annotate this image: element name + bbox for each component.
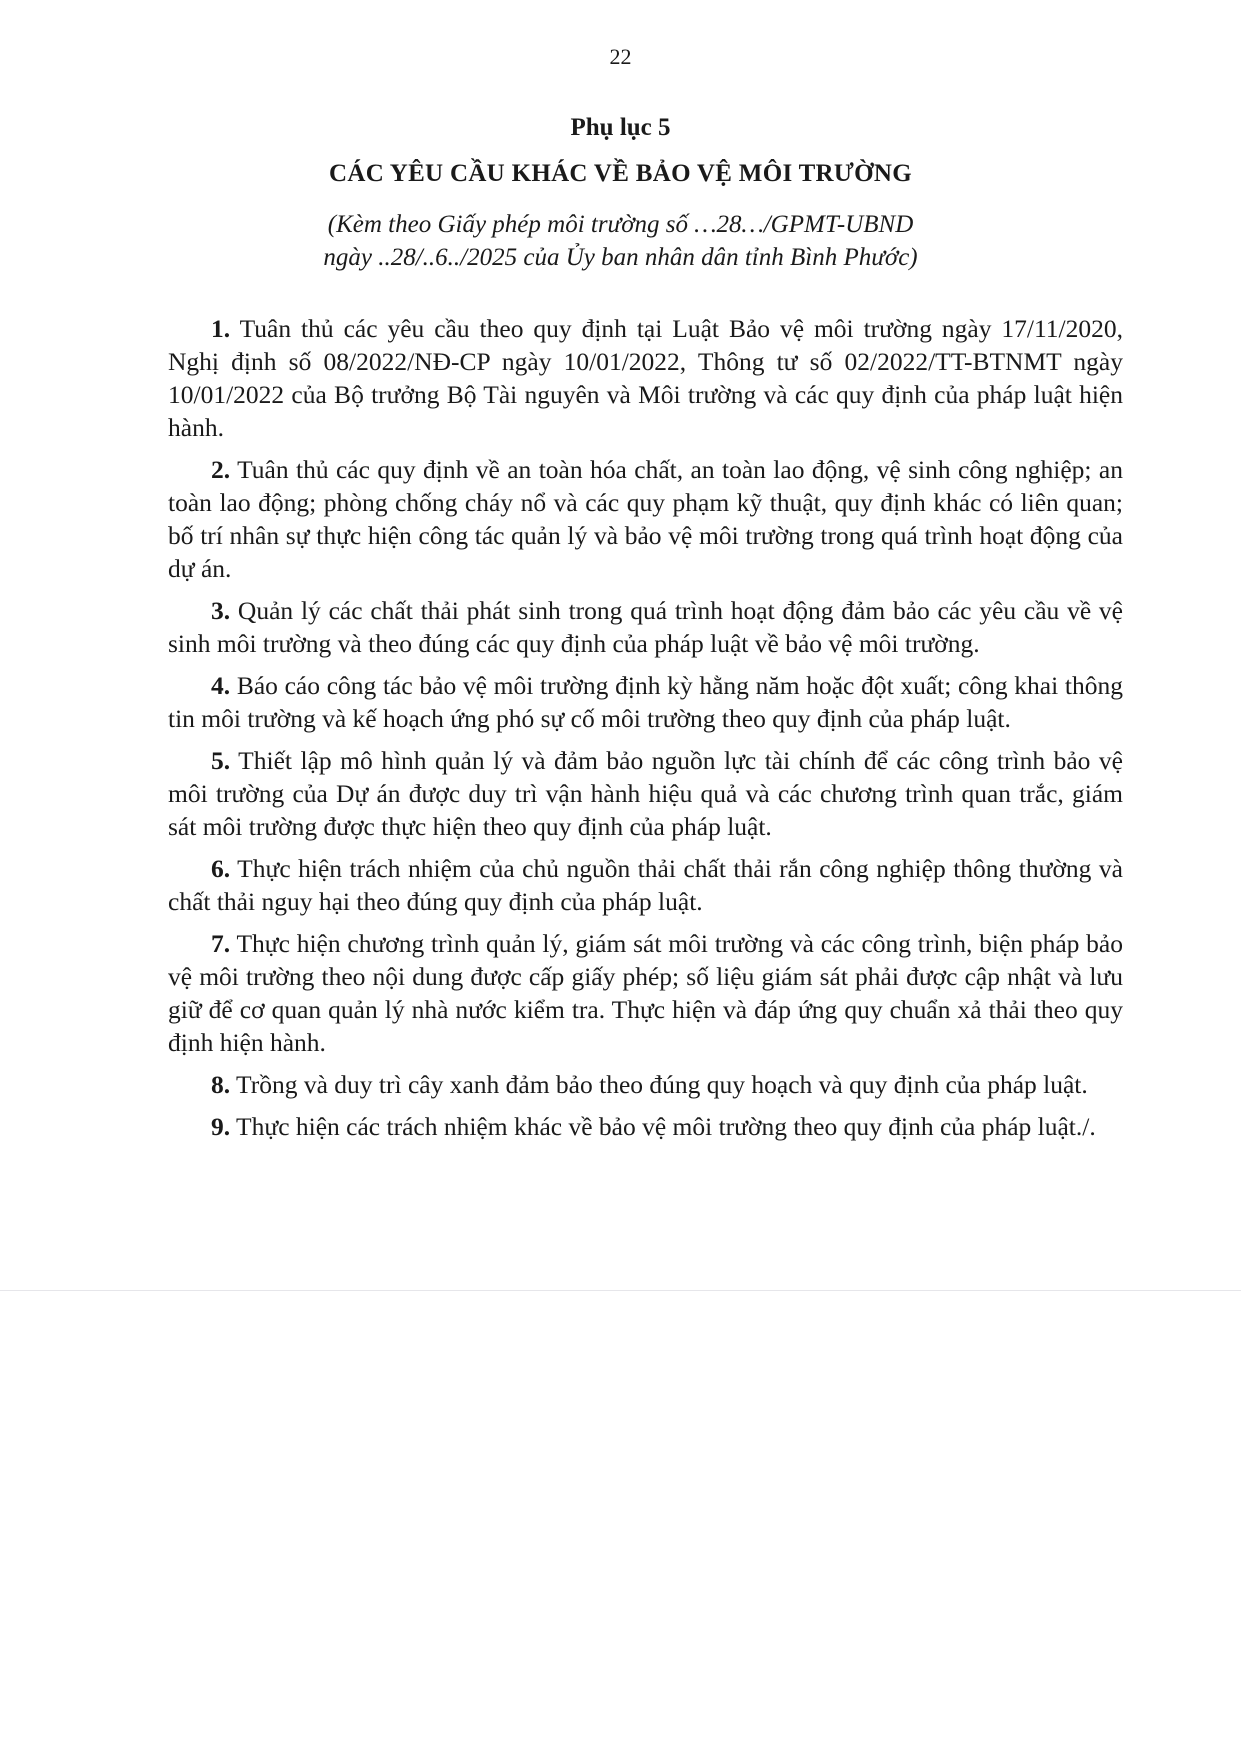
requirement-item-3: [168, 594, 1123, 660]
item-text: Tuân thủ các yêu cầu theo quy định tại Luật Bảo vệ môi trường ngày 17/11/2020, Nghị định số 08/2022/NĐ-CP ngày 10/01/2022, Thông tư số 02/2022/TT-BTNMT ngày 10/01/2022 của Bộ trưởng Bộ Tài nguyên và Môi trường và các quy định của pháp luật hiện hành.: [168, 314, 1123, 442]
document-title: CÁC YÊU CẦU KHÁC VỀ BẢO VỆ MÔI TRƯỜNG: [329, 160, 912, 187]
requirement-item-2: [168, 453, 1123, 585]
item-text: Thiết lập mô hình quản lý và đảm bảo nguồn lực tài chính để các công trình bảo vệ môi trường của Dự án được duy trì vận hành hiệu quả và các chương trình quan trắc, giám sát môi trường được thực hiện theo quy định của pháp luật.: [168, 746, 1123, 841]
item-number: 4.: [211, 671, 231, 700]
item-number: 3.: [211, 596, 231, 625]
item-text: Thực hiện các trách nhiệm khác về bảo vệ môi trường theo quy định của pháp luật./.: [236, 1112, 1096, 1141]
requirement-item-5: [168, 744, 1123, 843]
item-number: 5.: [211, 746, 231, 775]
requirement-item-9: [168, 1110, 1123, 1143]
requirement-item-8: [168, 1068, 1123, 1101]
subtitle-line-2: ngày ..28/..6../2025 của Ủy ban nhân dân tỉnh Bình Phước): [323, 244, 918, 271]
requirements-list: [168, 312, 1123, 1152]
item-text: Báo cáo công tác bảo vệ môi trường định kỳ hằng năm hoặc đột xuất; công khai thông tin môi trường và kế hoạch ứng phó sự cố môi trường theo quy định của pháp luật.: [168, 671, 1123, 733]
item-number: 7.: [211, 929, 231, 958]
subtitle-line-1: (Kèm theo Giấy phép môi trường số …28…/GPMT-UBND: [327, 211, 914, 238]
appendix-title: Phụ lục 5: [570, 114, 671, 141]
item-text: Thực hiện chương trình quản lý, giám sát môi trường và các công trình, biện pháp bảo vệ môi trường theo nội dung được cấp giấy phép; số liệu giám sát phải được cập nhật và lưu giữ để cơ quan quản lý nhà nước kiểm tra. Thực hiện và đáp ứng quy chuẩn xả thải theo quy định hiện hành.: [168, 929, 1123, 1057]
item-number: 1.: [211, 314, 231, 343]
requirement-item-4: [168, 669, 1123, 735]
item-number: 2.: [211, 455, 231, 484]
item-text: Thực hiện trách nhiệm của chủ nguồn thải chất thải rắn công nghiệp thông thường và chất thải nguy hại theo đúng quy định của pháp luật.: [168, 854, 1123, 916]
item-text: Tuân thủ các quy định về an toàn hóa chất, an toàn lao động, vệ sinh công nghiệp; an toàn lao động; phòng chống cháy nổ và các quy phạm kỹ thuật, quy định khác có liên quan; bố trí nhân sự thực hiện công tác quản lý và bảo vệ môi trường trong quá trình hoạt động của dự án.: [168, 455, 1123, 583]
page-number: 22: [609, 44, 632, 69]
requirement-item-7: [168, 927, 1123, 1059]
item-number: 9.: [211, 1112, 231, 1141]
item-number: 8.: [211, 1070, 231, 1099]
item-text: Trồng và duy trì cây xanh đảm bảo theo đúng quy hoạch và quy định của pháp luật.: [236, 1070, 1088, 1099]
requirement-item-1: [168, 312, 1123, 444]
requirement-item-6: [168, 852, 1123, 918]
page-fold-divider: [0, 1290, 1241, 1291]
item-number: 6.: [211, 854, 231, 883]
item-text: Quản lý các chất thải phát sinh trong quá trình hoạt động đảm bảo các yêu cầu về vệ sinh môi trường và theo đúng các quy định của pháp luật về bảo vệ môi trường.: [168, 596, 1123, 658]
